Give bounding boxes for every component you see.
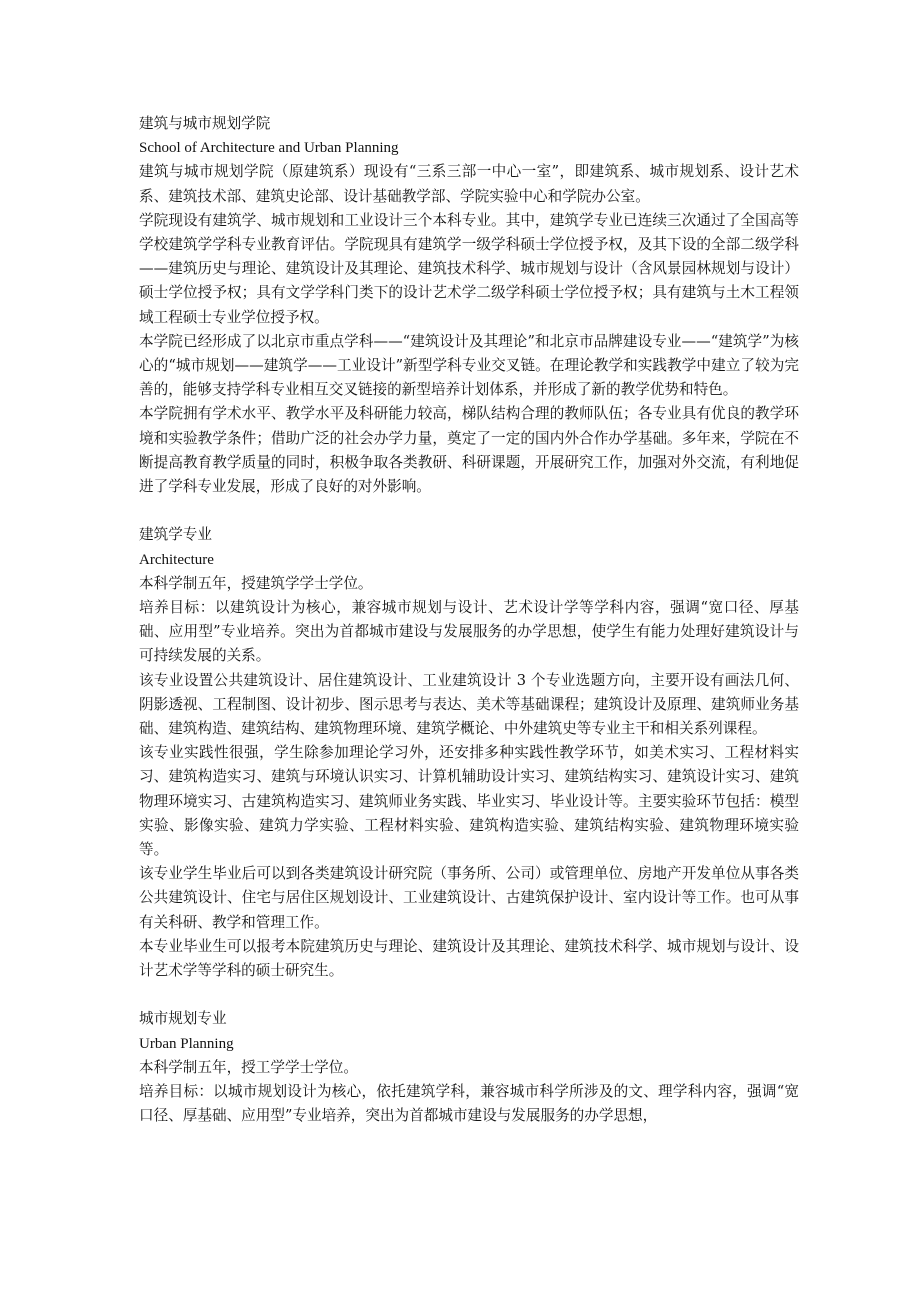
paragraph: 本学院拥有学术水平、教学水平及科研能力较高，梯队结构合理的教师队伍；各专业具有优良的教学环境和实验教学条件；借助广泛的社会办学力量，奠定了一定的国内外合作办学基础。多年来，学院在不断提高教育教学质量的同时，积极争取各类教研、科研课题，开展研究工作，加强对外交流，有利地促进了学科专业发展，形成了良好的对外影响。 xyxy=(139,405,799,496)
paragraph: 该专业设置公共建筑设计、居住建筑设计、工业建筑设计 3 个专业选题方向，主要开设有画法几何、阴影透视、工程制图、设计初步、图示思考与表达、美术等基础课程；建筑设计及原理、建筑师业务基础、建筑构造、建筑结构、建筑物理环境、建筑学概论、中外建筑史等专业主干和相关系列课程。 xyxy=(139,671,799,738)
architecture-section xyxy=(139,523,799,983)
section-title-en: Urban Planning xyxy=(139,1035,234,1052)
paragraph: 该专业学生毕业后可以到各类建筑设计研究院（事务所、公司）或管理单位、房地产开发单位从事各类公共建筑设计、住宅与居住区规划设计、工业建筑设计、古建筑保护设计、室内设计等工作。也可从事有关科研、教学和管理工作。 xyxy=(139,865,799,931)
section-title-en: School of Architecture and Urban Planning xyxy=(139,140,399,157)
paragraph: 培养目标：以城市规划设计为核心，依托建筑学科，兼容城市科学所涉及的文、理学科内容，强调“宽口径、厚基础、应用型”专业培养，突出为首都城市建设与发展服务的办学思想， xyxy=(139,1083,799,1125)
section-spacer xyxy=(139,499,799,523)
section-title: 建筑与城市规划学院 xyxy=(139,115,271,132)
paragraph: 本科学制五年，授工学学士学位。 xyxy=(139,1058,358,1076)
section-title: 建筑学专业 xyxy=(139,526,212,544)
urban-planning-section xyxy=(139,1007,799,1128)
school-section xyxy=(139,112,799,499)
section-title-en: Architecture xyxy=(139,551,214,568)
section-spacer xyxy=(139,983,799,1007)
paragraph: 本科学制五年，授建筑学学士学位。 xyxy=(139,574,373,592)
paragraph: 培养目标：以建筑设计为核心，兼容城市规划与设计、艺术设计学等学科内容，强调“宽口径、厚基础、应用型”专业培养。突出为首都城市建设与发展服务的办学思想，使学生有能力处理好建筑设计与可持续发展的关系。 xyxy=(139,599,799,665)
paragraph: 学院现设有建筑学、城市规划和工业设计三个本科专业。其中，建筑学专业已连续三次通过了全国高等学校建筑学学科专业教育评估。学院现具有建筑学一级学科硕士学位授予权，及其下设的全部二级学科——建筑历史与理论、建筑设计及其理论、建筑技术科学、城市规划与设计（含风景园林规划与设计）硕士学位授予权；具有文学学科门类下的设计艺术学二级学科硕士学位授予权；具有建筑与土木工程领域工程硕士专业学位授予权。 xyxy=(139,211,799,326)
paragraph: 建筑与城市规划学院（原建筑系）现设有“三系三部一中心一室”，即建筑系、城市规划系、设计艺术系、建筑技术部、建筑史论部、设计基础教学部、学院实验中心和学院办公室。 xyxy=(139,163,799,205)
document-body xyxy=(139,112,799,1129)
section-title: 城市规划专业 xyxy=(139,1010,227,1028)
paragraph: 本专业毕业生可以报考本院建筑历史与理论、建筑设计及其理论、建筑技术科学、城市规划与设计、设计艺术学等学科的硕士研究生。 xyxy=(139,937,799,980)
paragraph: 该专业实践性很强，学生除参加理论学习外，还安排多种实践性教学环节，如美术实习、工程材料实习、建筑构造实习、建筑与环境认识实习、计算机辅助设计实习、建筑结构实习、建筑设计实习、建筑物理环境实习、古建筑构造实习、建筑师业务实践、毕业实习、毕业设计等。主要实验环节包括：模型实验、影像实验、建筑力学实验、工程材料实验、建筑构造实验、建筑结构实验、建筑物理环境实验等。 xyxy=(139,744,799,859)
paragraph: 本学院已经形成了以北京市重点学科——“建筑设计及其理论”和北京市品牌建设专业——“建筑学”为核心的“城市规划——建筑学——工业设计”新型学科专业交叉链。在理论教学和实践教学中建立了较为完善的，能够支持学科专业相互交叉链接的新型培养计划体系，并形成了新的教学优势和特色。 xyxy=(139,332,799,399)
